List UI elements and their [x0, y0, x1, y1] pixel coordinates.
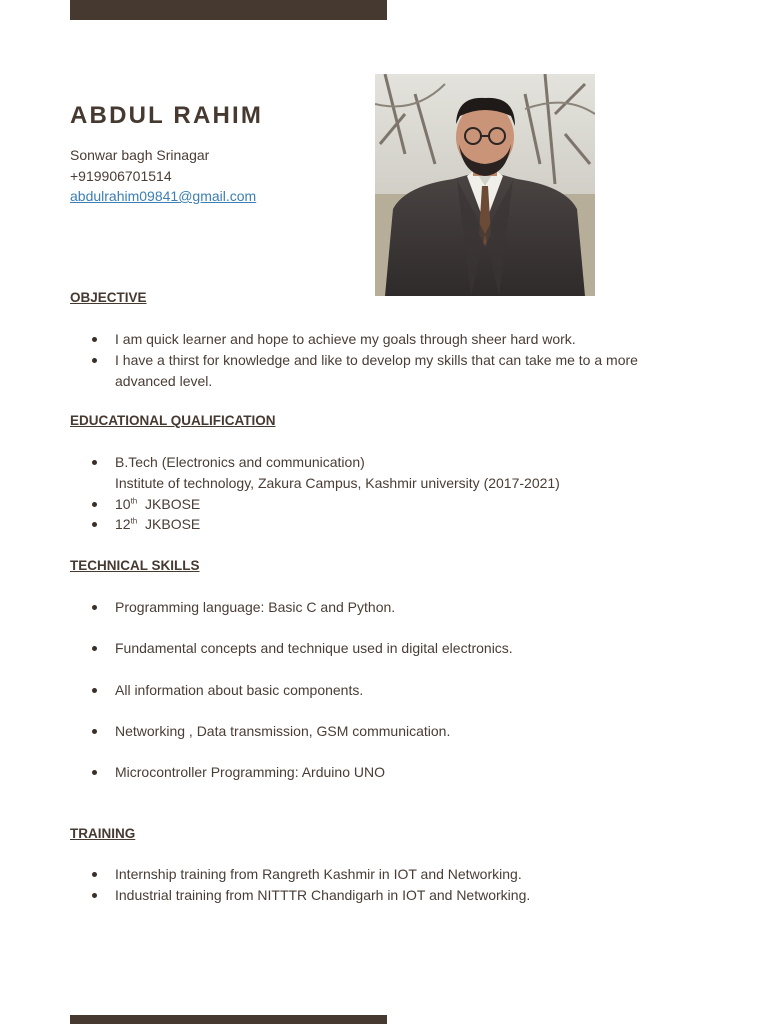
objective-list [70, 329, 700, 391]
objective-heading: OBJECTIVE [70, 290, 147, 305]
profile-photo [375, 74, 595, 296]
list-item [70, 452, 700, 494]
top-decorative-bar [70, 0, 387, 20]
training-heading: TRAINING [70, 826, 136, 841]
list-item: Microcontroller Programming: Arduino UNO [70, 762, 700, 783]
education-list [70, 452, 700, 535]
tenth-suffix: th [130, 495, 138, 505]
training-list [70, 864, 700, 906]
technical-skills-heading: TECHNICAL SKILLS [70, 558, 200, 573]
list-item [70, 514, 700, 535]
bottom-decorative-bar [70, 1015, 387, 1024]
list-item [70, 494, 700, 515]
technical-skills-list [70, 597, 700, 803]
email-link[interactable]: abdulrahim09841@gmail.com [70, 188, 257, 204]
contact-block [70, 145, 256, 207]
list-item: Networking , Data transmission, GSM communication. [70, 721, 700, 742]
list-item: All information about basic components. [70, 680, 700, 701]
tenth-board: JKBOSE [145, 495, 201, 512]
education-heading: EDUCATIONAL QUALIFICATION [70, 413, 276, 428]
degree-title: B.Tech (Electronics and communication) [115, 454, 365, 470]
profile-photo-illustration [375, 74, 595, 296]
phone-number: +919906701514 [70, 167, 172, 184]
address: Sonwar bagh Srinagar [70, 147, 210, 163]
degree-institute: Institute of technology, Zakura Campus, Kashmir university (2017-2021) [115, 474, 560, 491]
candidate-name: ABDUL RAHIM [70, 102, 264, 129]
list-item: I am quick learner and hope to achieve my goals through sheer hard work. [70, 329, 700, 350]
list-item-continuation: advanced level. [115, 372, 213, 389]
list-item: Fundamental concepts and technique used in digital electronics. [70, 638, 700, 659]
list-item: Internship training from Rangreth Kashmir in IOT and Networking. [70, 864, 700, 885]
twelfth-board: JKBOSE [145, 516, 201, 533]
list-item: Industrial training from NITTTR Chandigarh in IOT and Networking. [70, 885, 700, 906]
list-item: Programming language: Basic C and Python. [70, 597, 700, 618]
twelfth-suffix: th [130, 516, 138, 526]
twelfth-number: 12 [115, 516, 131, 533]
tenth-number: 10 [115, 495, 131, 512]
list-item: I have a thirst for knowledge and like to develop my skills that can take me to a more [70, 350, 700, 371]
